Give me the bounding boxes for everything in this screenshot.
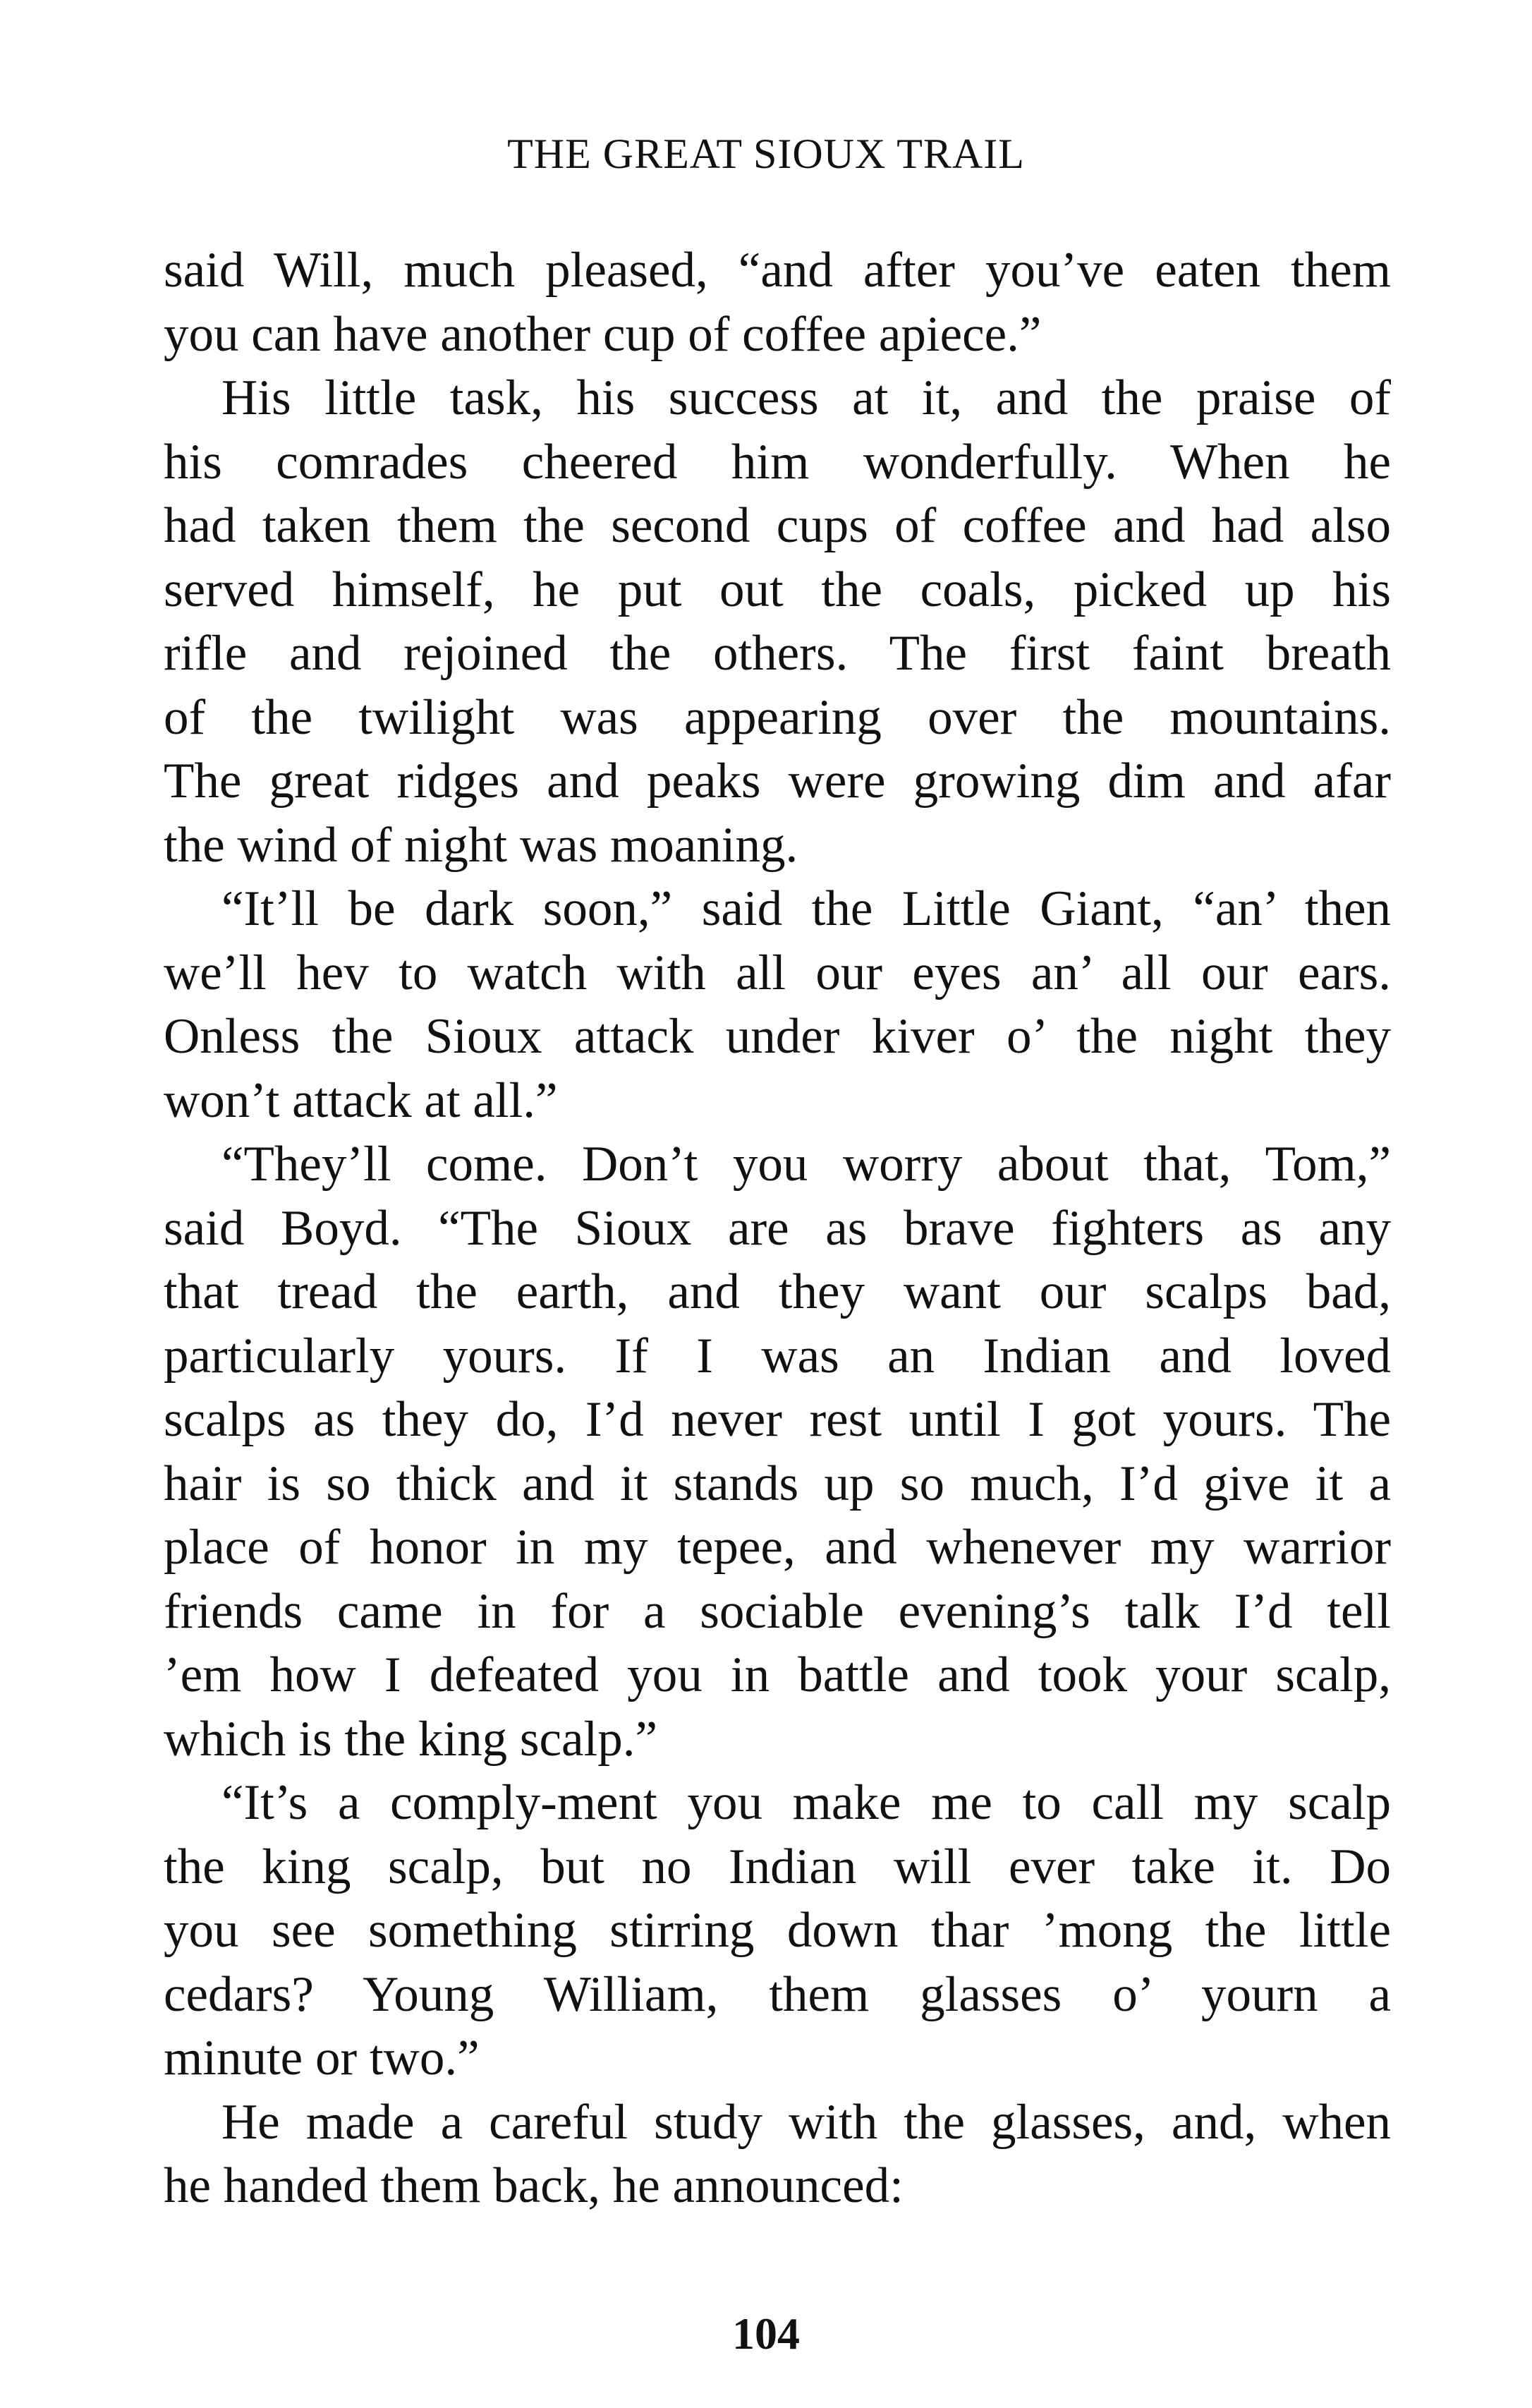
text-line: Onless the Sioux attack under kiver o’ the night they bbox=[164, 1009, 1391, 1064]
text-line: you see something stirring down thar ’mong the little bbox=[164, 1903, 1391, 1958]
text-line: won’t attack at all.” bbox=[164, 1072, 558, 1128]
text-line: said Boyd. “The Sioux are as brave fighters as any bbox=[164, 1200, 1391, 1256]
running-head: THE GREAT SIOUX TRAIL bbox=[507, 131, 1025, 177]
text-line: said Will, much pleased, “and after you’ve eaten them bbox=[164, 243, 1391, 298]
text-line: which is the king scalp.” bbox=[164, 1711, 657, 1767]
text-line: the king scalp, but no Indian will ever take it. Do bbox=[164, 1839, 1391, 1894]
text-line: of the twilight was appearing over the mountains. bbox=[164, 689, 1391, 745]
text-line: particularly yours. If I was an Indian and loved bbox=[164, 1328, 1391, 1384]
text-line: served himself, he put out the coals, picked up his bbox=[164, 562, 1391, 617]
text-line: you can have another cup of coffee apiece.” bbox=[164, 306, 1042, 362]
text-line: minute or two.” bbox=[164, 2031, 480, 2086]
text-line: his comrades cheered him wonderfully. When he bbox=[164, 434, 1391, 490]
text-line: cedars? Young William, them glasses o’ yourn a bbox=[164, 1966, 1391, 2022]
text-line: rifle and rejoined the others. The first faint breath bbox=[164, 626, 1391, 681]
text-line: “It’ll be dark soon,” said the Little Giant, “an’ then bbox=[221, 881, 1391, 936]
text-line: we’ll hev to watch with all our eyes an’ all our ears. bbox=[164, 945, 1391, 1000]
text-line: had taken them the second cups of coffee and had also bbox=[164, 498, 1391, 553]
text-line: “They’ll come. Don’t you worry about that, Tom,” bbox=[221, 1137, 1391, 1192]
text-line: place of honor in my tepee, and whenever my warrior bbox=[164, 1520, 1391, 1575]
text-line: His little task, his success at it, and the praise of bbox=[221, 370, 1391, 425]
text-line: ’em how I defeated you in battle and took your scalp, bbox=[164, 1647, 1391, 1702]
text-line: The great ridges and peaks were growing dim and afar bbox=[164, 754, 1391, 809]
text-line: he handed them back, he announced: bbox=[164, 2158, 904, 2213]
text-line: He made a careful study with the glasses, and, when bbox=[221, 2094, 1391, 2150]
text-line: friends came in for a sociable evening’s talk I’d tell bbox=[164, 1583, 1391, 1639]
text-line: “It’s a comply-ment you make me to call my scalp bbox=[221, 1775, 1391, 1830]
body-text bbox=[164, 238, 1391, 2218]
text-line: hair is so thick and it stands up so much, I’d give it a bbox=[164, 1456, 1391, 1511]
text-line: scalps as they do, I’d never rest until I got yours. The bbox=[164, 1392, 1391, 1447]
text-line: the wind of night was moaning. bbox=[164, 817, 798, 873]
page-number: 104 bbox=[732, 2309, 800, 2359]
text-line: that tread the earth, and they want our scalps bad, bbox=[164, 1264, 1391, 1319]
